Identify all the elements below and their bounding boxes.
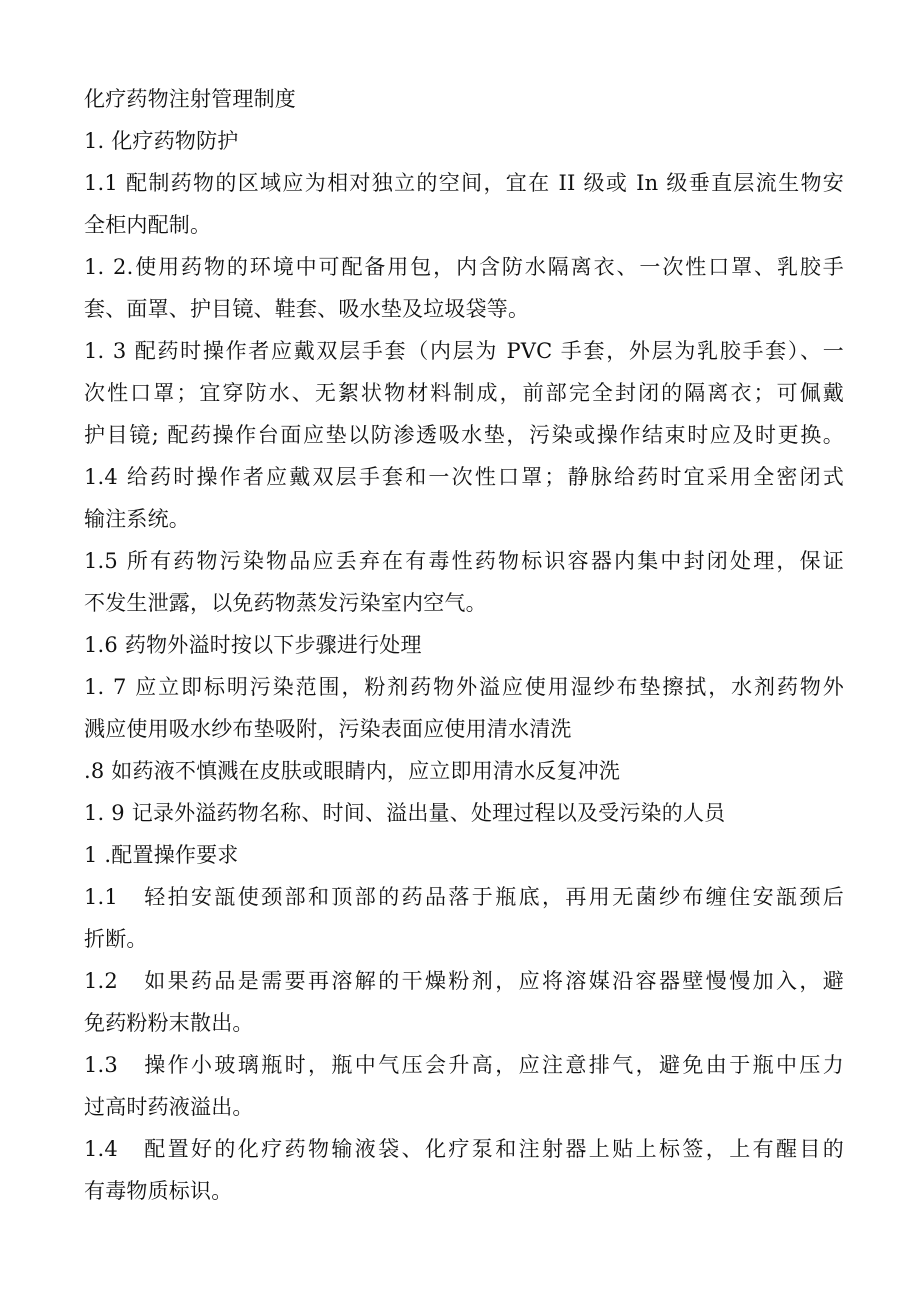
item-2-1-text: 轻拍安瓿使颈部和顶部的药品落于瓶底，再用无菌纱布缠住安瓿颈后 (142, 885, 844, 909)
item-2-4-number: 1.4 (84, 1137, 118, 1161)
item-2-4-text: 配置好的化疗药物输液袋、化疗泵和注射器上贴上标签，上有醒目的 (142, 1137, 844, 1161)
item-1-2-line-2: 套、面罩、护目镜、鞋套、吸水垫及垃圾袋等。 (84, 297, 530, 321)
item-2-3-line-1 (84, 1044, 844, 1086)
item-2-2-text: 如果药品是需要再溶解的干燥粉剂，应将溶媒沿容器壁慢慢加入，避 (142, 969, 844, 993)
item-2-1-line-2: 折断。 (84, 927, 148, 951)
section-1-heading: 1. 化疗药物防护 (84, 129, 239, 153)
item-2-3-text: 操作小玻璃瓶时，瓶中气压会升高，应注意排气，避免由于瓶中压力 (142, 1053, 844, 1077)
item-1-3-line-1: 1. 3 配药时操作者应戴双层手套（内层为 PVC 手套，外层为乳胶手套）、一 (84, 339, 844, 363)
item-2-2-line-1 (84, 960, 844, 1002)
item-1-7-line-1: 1. 7 应立即标明污染范围，粉剂药物外溢应使用湿纱布垫擦拭，水剂药物外 (84, 675, 844, 699)
item-1-1-line-1: 1.1 配制药物的区域应为相对独立的空间，宜在 II 级或 In 级垂直层流生物安 (84, 171, 844, 195)
item-2-3-number: 1.3 (84, 1053, 118, 1077)
item-1-1-line-2: 全柜内配制。 (84, 213, 212, 237)
item-1-3-line-3: 护目镜; 配药操作台面应垫以防渗透吸水垫，污染或操作结束时应及时更换。 (84, 423, 844, 447)
section-2-heading: 1 .配置操作要求 (84, 843, 239, 867)
item-2-3-line-2: 过高时药液溢出。 (84, 1095, 254, 1119)
item-1-4-line-2: 输注系统。 (84, 507, 190, 531)
item-1-9-line-1: 1. 9 记录外溢药物名称、时间、溢出量、处理过程以及受污染的人员 (84, 801, 726, 825)
item-1-5-line-1: 1.5 所有药物污染物品应丢弃在有毒性药物标识容器内集中封闭处理，保证 (84, 549, 844, 573)
item-1-8-line-1: .8 如药液不慎溅在皮肤或眼睛内，应立即用清水反复冲洗 (84, 759, 621, 783)
item-1-2-line-1: 1. 2.使用药物的环境中可配备用包，内含防水隔离衣、一次性口罩、乳胶手 (84, 255, 844, 279)
item-1-6-line-1: 1.6 药物外溢时按以下步骤进行处理 (84, 633, 422, 657)
item-1-5-line-2: 不发生泄露，以免药物蒸发污染室内空气。 (84, 591, 487, 615)
item-1-4-line-1: 1.4 给药时操作者应戴双层手套和一次性口罩；静脉给药时宜采用全密闭式 (84, 465, 844, 489)
item-2-2-number: 1.2 (84, 969, 118, 993)
document-title: 化疗药物注射管理制度 (84, 87, 296, 111)
item-1-3-line-2: 次性口罩；宜穿防水、无絮状物材料制成，前部完全封闭的隔离衣；可佩戴 (84, 381, 844, 405)
item-2-2-line-2: 免药粉粉末散出。 (84, 1011, 254, 1035)
item-2-1-number: 1.1 (84, 885, 118, 909)
item-2-1-line-1 (84, 876, 844, 918)
item-1-7-line-2: 溅应使用吸水纱布垫吸附，污染表面应使用清水清洗 (84, 717, 572, 741)
item-2-4-line-1 (84, 1128, 844, 1170)
item-2-4-line-2: 有毒物质标识。 (84, 1179, 233, 1203)
document-content (84, 78, 844, 1212)
